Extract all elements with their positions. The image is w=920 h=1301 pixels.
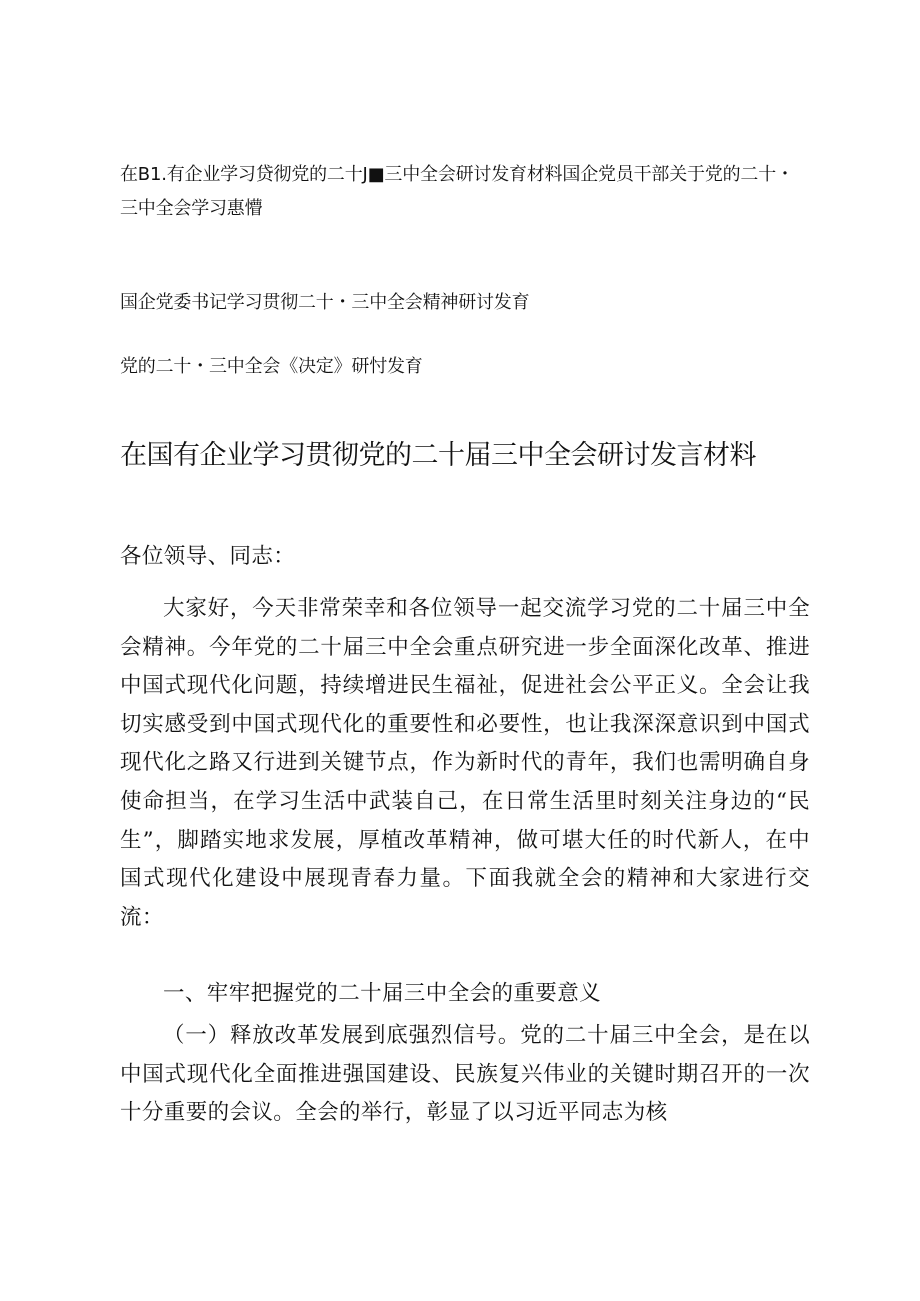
paragraph-subsection-1: （一）释放改革发展到底强烈信号。党的二十届三中全会，是在以中国式现代化全面推进强国建设、民族复兴伟业的关键时期召开的一次十分重要的会议。全会的举行，彰显了以习近平同志为核 — [120, 1023, 810, 1126]
toc-entry-1[interactable]: 在B1.有企业学习贷彻党的二十J■三中全会研讨发育材料国企党员干部关于党的二十・三中全会学习惠懵 — [120, 164, 794, 219]
paragraph-intro: 大家好，今天非常荣幸和各位领导一起交流学习党的二十届三中全会精神。今年党的二十届三中全会重点研究进一步全面深化改革、推进中国式现代化问题，持续增进民生福祉，促进社会公平正义。全会让我切实感受到中国式现代化的重要性和必要性，也让我深深意识到中国式现代化之路又行进到关键节点，作为新时代的青年，我们也需明确自身使命担当，在学习生活中武装自己，在日常生活里时刻关注身边的“民生”，脚踏实地求发展，厚植改革精神，做可堪大任的时代新人，在中国式现代化建设中展现青春力量。下面我就全会的精神和大家进行交流： — [120, 596, 810, 930]
salutation: 各位领导、同志： — [120, 544, 296, 569]
toc-entry-2[interactable]: 国企党委书记学习贯彻二十・三中全会精神研讨发育 — [120, 292, 530, 313]
toc-entry-3[interactable]: 党的二十・三中全会《决定》研忖发育 — [120, 356, 423, 377]
document-title: 在国有企业学习贯彻党的二十届三中全会研讨发言材料 — [120, 440, 756, 471]
section-heading-1: 一、牢牢把握党的二十届三中全会的重要意义 — [163, 981, 602, 1006]
